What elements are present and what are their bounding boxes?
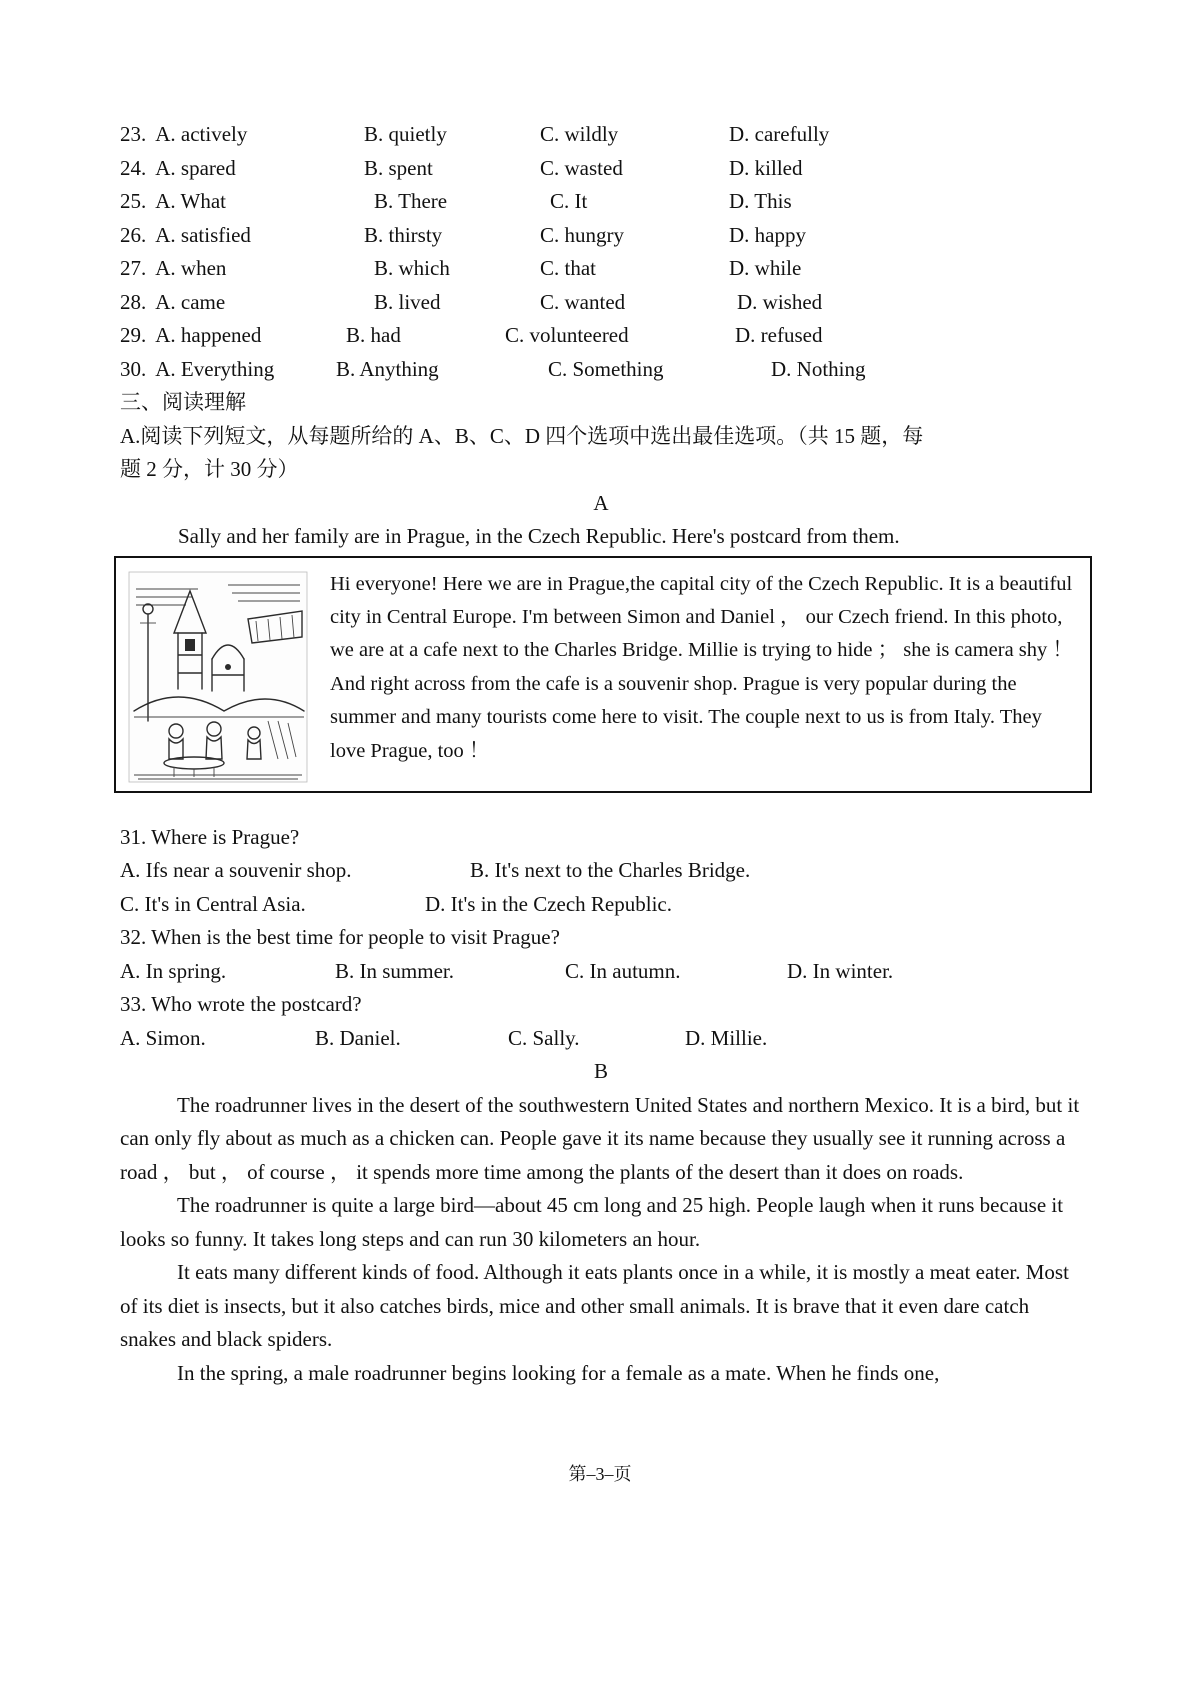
passage-b-paragraph-3: It eats many different kinds of food. Although it eats plants once in a while, it is mostly a meat eater. Most of its diet is insects, but it also catches birds, mice and other small animals. It is brave that it even dare catch snakes and black spiders. xyxy=(120,1260,1069,1351)
option-b: B. lived xyxy=(374,289,441,314)
option-d: D. refused xyxy=(735,323,823,347)
mcq-row-29 xyxy=(120,319,1082,353)
option-c: C. hungry xyxy=(540,222,624,247)
option-b: B. which xyxy=(374,256,450,280)
option-b: B. thirsty xyxy=(364,222,443,247)
option-d: D. while xyxy=(729,256,802,280)
passage-b-label: B xyxy=(593,1059,608,1083)
q31-option-b: B. It's next to the Charles Bridge. xyxy=(470,858,751,882)
question-number: 24. xyxy=(120,155,147,180)
instruction-line-2: 题 2 分，计 30 分） xyxy=(120,457,299,481)
question-number: 26. xyxy=(120,222,147,247)
passage-a-label: A xyxy=(593,490,609,515)
q31-option-a: A. Ifs near a souvenir shop. xyxy=(120,858,352,882)
postcard-text: Hi everyone! Here we are in Prague,the capital city of the Czech Republic. It is a beautiful city in Central Europe. I'm between Simon and Daniel ， our Czech friend. In this photo, we are at a cafe next to the Charles Bridge. Millie is trying to hide ； she is camera shy ！ And right across from the cafe is a souvenir shop. Prague is very popular during the summer and many tourists come here to visit. The couple next to us is from Italy. They love Prague, too ！ xyxy=(330,572,1073,762)
option-d: D. happy xyxy=(729,222,806,247)
passage-b-paragraph-2: The roadrunner is quite a large bird—about 45 cm long and 25 high. People laugh when it runs because it looks so funny. It takes long steps and can run 30 kilometers an hour. xyxy=(120,1193,1064,1251)
option-a: A. spared xyxy=(155,155,236,180)
option-d: D. This xyxy=(729,189,792,213)
q32-options-row xyxy=(120,955,1082,989)
option-c: C. Something xyxy=(548,356,664,381)
option-b: B. There xyxy=(374,189,448,213)
option-b: B. spent xyxy=(364,155,433,180)
option-c: C. wildly xyxy=(540,122,619,146)
option-d: D. Nothing xyxy=(771,356,866,381)
mcq-row-27 xyxy=(120,252,1082,286)
question-number: 28. xyxy=(120,289,147,314)
option-a: A. when xyxy=(155,256,227,280)
q33-option-c: C. Sally. xyxy=(508,1025,580,1050)
q33-stem: 33. Who wrote the postcard? xyxy=(120,992,362,1016)
option-b: B. Anything xyxy=(336,356,439,381)
option-a: A. satisfied xyxy=(155,222,251,247)
q31-options-row-1 xyxy=(120,854,1082,888)
option-c: C. It xyxy=(550,189,588,213)
mcq-row-30 xyxy=(120,353,1082,387)
option-a: A. actively xyxy=(155,122,248,146)
question-number: 29. xyxy=(120,323,147,347)
option-d: D. wished xyxy=(737,289,823,314)
passage-b-paragraph-4: In the spring, a male roadrunner begins looking for a female as a mate. When he finds one, xyxy=(177,1360,940,1385)
mcq-row-25 xyxy=(120,185,1082,219)
page-number: 第–3–页 xyxy=(568,1464,632,1484)
option-b: B. had xyxy=(346,323,401,347)
question-number: 30. xyxy=(120,356,147,381)
option-c: C. wasted xyxy=(540,155,623,180)
mcq-row-24 xyxy=(120,152,1082,186)
q31-stem: 31. Where is Prague? xyxy=(120,824,300,849)
option-a: A. What xyxy=(155,189,227,213)
postcard-box xyxy=(114,556,1092,793)
option-a: A. came xyxy=(155,289,226,314)
option-b: B. quietly xyxy=(364,122,447,146)
q33-option-d: D. Millie. xyxy=(685,1025,768,1050)
option-a: A. happened xyxy=(155,323,262,347)
mcq-row-28 xyxy=(120,286,1082,320)
cloze-options-block xyxy=(120,118,1082,386)
q31-options-row-2 xyxy=(120,888,1082,922)
mcq-row-23 xyxy=(120,118,1082,152)
option-c: C. that xyxy=(540,256,596,280)
q32-option-b: B. In summer. xyxy=(335,958,454,983)
option-d: D. carefully xyxy=(729,122,830,146)
q32-option-a: A. In spring. xyxy=(120,958,227,983)
option-a: A. Everything xyxy=(155,356,275,381)
q32-option-d: D. In winter. xyxy=(787,958,894,983)
option-c: C. wanted xyxy=(540,289,626,314)
passage-a-intro: Sally and her family are in Prague, in the Czech Republic. Here's postcard from them. xyxy=(178,524,900,548)
option-c: C. volunteered xyxy=(505,323,629,347)
q32-stem: 32. When is the best time for people to visit Prague? xyxy=(120,925,560,949)
questions-block xyxy=(120,821,1082,1056)
instruction-line-1: A.阅读下列短文，从每题所给的 A、B、C、D 四个选项中选出最佳选项。（共 15 题，每 xyxy=(120,423,924,448)
q33-option-b: B. Daniel. xyxy=(315,1025,401,1050)
postcard-illustration-icon xyxy=(128,571,308,783)
q33-option-a: A. Simon. xyxy=(120,1025,206,1050)
passage-b-paragraph-1: The roadrunner lives in the desert of the southwestern United States and northern Mexico. It is a bird, but it can only fly about as much as a chicken can. People gave it its name because they usually see it running across a road ， but ， of course ， it spends more time among the plants of the desert than it does on roads. xyxy=(120,1092,1080,1184)
q31-option-c: C. It's in Central Asia. xyxy=(120,891,306,916)
q33-options-row xyxy=(120,1022,1082,1056)
question-number: 23. xyxy=(120,122,147,146)
question-number: 27. xyxy=(120,256,147,280)
section-heading: 三、阅读理解 xyxy=(120,390,246,414)
option-d: D. killed xyxy=(729,155,803,180)
q31-option-d: D. It's in the Czech Republic. xyxy=(425,891,672,916)
question-number: 25. xyxy=(120,189,147,213)
mcq-row-26 xyxy=(120,219,1082,253)
q32-option-c: C. In autumn. xyxy=(565,958,681,983)
